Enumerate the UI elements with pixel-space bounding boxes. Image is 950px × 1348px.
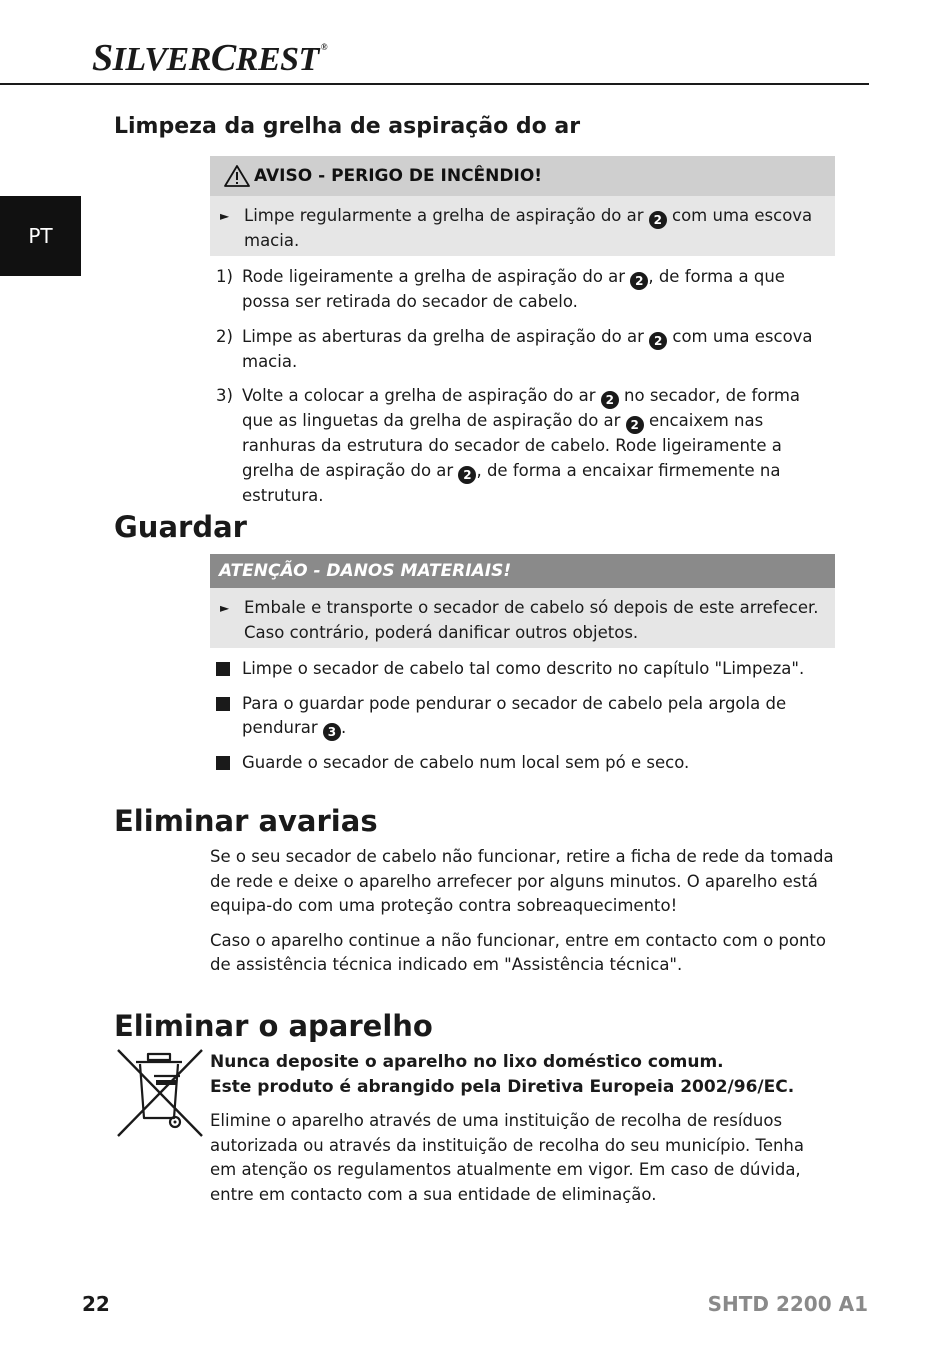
arrow-bullet-icon: ► (220, 209, 230, 223)
paragraph: Elimine o aparelho através de uma instituição de recolha de resíduos autorizada ou através da instituição de recolha do seu município. Tenha em atenção os regulamentos atualmente em vigor. Em caso de dúvida, entre em contacto com a sua entidade de eliminação. (210, 1111, 804, 1204)
paragraph: Se o seu secador de cabelo não funcionar, retire a ficha de rede da tomada de rede e deixe o aparelho arrefecer por alguns minutos. O aparelho está equipa-do com uma proteção contra sobreaquecimento! (210, 847, 834, 915)
language-tab (0, 196, 81, 276)
paragraph: Caso o aparelho continue a não funcionar, entre em contacto com o ponto de assistência técnica indicado em "Assistência técnica". (210, 930, 826, 974)
warning-title: AVISO - PERIGO DE INCÊNDIO! (254, 166, 543, 186)
list-item (216, 325, 826, 375)
step-number: 2) (216, 326, 233, 346)
crossed-out-bin-icon (114, 1046, 206, 1140)
section-heading-store: Guardar (114, 510, 247, 544)
language-code: PT (28, 224, 53, 248)
square-bullet-icon (216, 692, 242, 742)
bold-statement: Nunca deposite o aparelho no lixo doméstico comum. (210, 1052, 724, 1072)
section-heading-intake: Limpeza da grelha de aspiração do ar (114, 114, 581, 139)
ref-number-badge: 2 (601, 391, 619, 409)
brand-letter: S (92, 37, 113, 79)
bullet-text: Limpe o secador de cabelo tal como descrito no capítulo "Limpeza". (242, 659, 805, 678)
ref-number-badge: 2 (626, 416, 644, 434)
caution-header: ATENÇÃO - DANOS MATERIAIS! (210, 554, 835, 588)
section-heading-trouble: Eliminar avarias (114, 804, 378, 838)
ref-number-badge: 3 (323, 723, 341, 741)
bullet-text: Guarde o secador de cabelo num local sem pó e seco. (242, 753, 690, 772)
ref-number-badge: 2 (649, 332, 667, 350)
square-bullet-icon (216, 657, 242, 682)
trouble-paragraph (210, 845, 835, 978)
model-number: SHTD 2200 A1 (707, 1292, 868, 1316)
step-number: 1) (216, 267, 233, 286)
step-number: 3) (216, 386, 233, 405)
caution-body (210, 588, 835, 651)
ref-number-badge: 2 (458, 466, 476, 484)
step-text: Volte a colocar a grelha de aspiração do ar 2 no secador, de forma que as linguetas da grelha de aspiração do ar 2 encaixem nas ranhuras da estrutura do secador de cabelo. Rode ligeiramente a grelha de aspiração do ar 2 , de forma a encaixar firmemente na estrutura. (242, 386, 801, 505)
brand-letter: C (210, 37, 236, 79)
page-number: 22 (82, 1292, 110, 1316)
list-item (216, 657, 826, 682)
square-bullet-icon (216, 751, 242, 776)
registered-mark: ® (320, 42, 328, 52)
bold-statement: Este produto é abrangido pela Diretiva Europeia 2002/96/EC. (210, 1076, 795, 1097)
dispose-paragraph (210, 1050, 835, 1207)
warning-body (210, 196, 835, 260)
section-heading-dispose: Eliminar o aparelho (114, 1009, 433, 1043)
header-divider (0, 83, 869, 85)
warning-text: Limpe regularmente a grelha de aspiração do ar 2 com uma escova macia. (244, 206, 813, 250)
warning-header (210, 156, 835, 196)
ref-number-badge: 2 (630, 272, 648, 290)
warning-triangle-icon (224, 165, 250, 187)
caution-text: Embale e transporte o secador de cabelo só depois de este arrefecer. Caso contrário, poderá danificar outros objetos. (244, 598, 819, 642)
list-item (216, 751, 826, 776)
bullet-text: Para o guardar pode pendurar o secador de cabelo pela argola de pendurar 3 . (242, 693, 787, 739)
brand-part: ILVER (112, 41, 211, 78)
brand-logo (92, 36, 327, 80)
step-text: Limpe as aberturas da grelha de aspiração do ar 2 com uma escova macia. (242, 326, 813, 371)
list-item (216, 384, 826, 508)
arrow-bullet-icon: ► (220, 601, 230, 615)
bullet-list (216, 657, 826, 786)
step-text: Rode ligeiramente a grelha de aspiração do ar 2 , de forma a que possa ser retirada do secador de cabelo. (242, 267, 785, 311)
list-item (216, 265, 826, 315)
brand-part: REST (235, 41, 319, 78)
list-item (216, 692, 826, 742)
steps-list (216, 265, 826, 518)
caution-box (210, 554, 835, 648)
warning-box (210, 156, 835, 256)
ref-number-badge: 2 (649, 211, 667, 229)
